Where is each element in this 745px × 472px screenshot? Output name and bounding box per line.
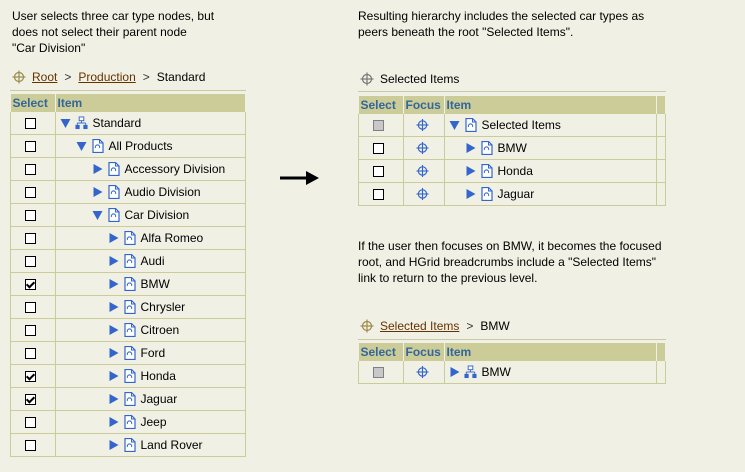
grid-title <box>360 71 459 87</box>
node-label[interactable]: Chrysler <box>140 300 186 314</box>
item-cell <box>55 411 246 434</box>
table-row <box>359 114 666 137</box>
focus-cell <box>403 160 444 183</box>
select-cell <box>11 434 56 457</box>
select-cell <box>11 319 56 342</box>
node-label[interactable]: Accessory Division <box>124 162 226 176</box>
spacer-cell <box>657 114 666 137</box>
node-label[interactable]: Ford <box>140 346 166 360</box>
item-cell <box>444 361 657 384</box>
focus-crosshair-icon[interactable] <box>416 187 429 201</box>
breadcrumb-current: BMW <box>480 319 510 333</box>
node-label[interactable]: Land Rover <box>140 438 203 452</box>
expand-triangle-icon[interactable] <box>107 346 120 360</box>
table-row <box>11 227 246 250</box>
tree-node <box>56 112 246 134</box>
tree-node <box>445 183 657 205</box>
right-top-caption: Resulting hierarchy includes the selected car types as peers beneath the root "Selected Items". <box>358 9 645 39</box>
item-cell <box>444 137 657 160</box>
select-checkbox[interactable] <box>25 210 36 221</box>
select-checkbox[interactable] <box>373 143 384 154</box>
expand-triangle-icon[interactable] <box>107 277 120 291</box>
node-label[interactable]: Jeep <box>140 415 167 429</box>
table-row <box>11 250 246 273</box>
focus-cell <box>403 137 444 160</box>
select-cell <box>11 135 56 158</box>
collapse-triangle-icon[interactable] <box>59 116 72 130</box>
node-label[interactable]: Car Division <box>124 208 190 222</box>
document-icon <box>464 118 477 132</box>
table-row <box>11 296 246 319</box>
divider <box>358 91 666 92</box>
select-checkbox <box>373 367 384 378</box>
tree-node <box>56 296 246 318</box>
expand-triangle-icon[interactable] <box>107 415 120 429</box>
column-header-select[interactable]: Select <box>11 94 56 112</box>
document-icon <box>123 392 136 406</box>
select-checkbox[interactable] <box>25 256 36 267</box>
item-cell <box>55 112 246 135</box>
document-icon <box>123 277 136 291</box>
expand-triangle-icon[interactable] <box>107 369 120 383</box>
tree-node <box>445 160 657 182</box>
node-label[interactable]: Honda <box>497 164 533 178</box>
node-label[interactable]: BMW <box>481 365 511 379</box>
node-label[interactable]: Jaguar <box>497 187 535 201</box>
item-cell <box>55 342 246 365</box>
select-cell <box>11 411 56 434</box>
expand-triangle-icon[interactable] <box>107 254 120 268</box>
node-label[interactable]: BMW <box>140 277 170 291</box>
item-cell <box>55 388 246 411</box>
node-label[interactable]: Alfa Romeo <box>140 231 204 245</box>
item-cell <box>55 204 246 227</box>
select-checkbox[interactable] <box>25 302 36 313</box>
tree-node <box>56 250 246 272</box>
select-cell <box>11 250 56 273</box>
select-cell <box>11 181 56 204</box>
node-label[interactable]: BMW <box>497 141 527 155</box>
table-row <box>11 158 246 181</box>
column-header-item[interactable]: Item <box>444 96 657 114</box>
breadcrumb-separator: > <box>466 319 474 333</box>
select-cell <box>11 273 56 296</box>
item-cell <box>55 158 246 181</box>
document-icon <box>107 162 120 176</box>
document-icon <box>480 164 493 178</box>
node-label[interactable]: Audio Division <box>124 185 201 199</box>
expand-triangle-icon[interactable] <box>464 187 477 201</box>
select-checkbox[interactable] <box>25 141 36 152</box>
select-checkbox[interactable] <box>25 440 36 451</box>
document-icon <box>480 187 493 201</box>
node-label[interactable]: Audi <box>140 254 165 268</box>
select-cell <box>359 160 404 183</box>
select-checkbox[interactable] <box>25 394 36 405</box>
expand-triangle-icon[interactable] <box>107 438 120 452</box>
tree-node <box>56 342 246 364</box>
select-cell <box>11 388 56 411</box>
expand-triangle-icon[interactable] <box>91 162 104 176</box>
spacer-cell <box>657 160 666 183</box>
tree-node <box>445 137 657 159</box>
node-label[interactable]: Citroen <box>140 323 180 337</box>
breadcrumb-link-selected-items[interactable]: Selected Items <box>380 319 460 333</box>
node-label[interactable]: Jaguar <box>140 392 178 406</box>
tree-node <box>56 158 246 180</box>
breadcrumb-separator: > <box>142 70 150 84</box>
focus-crosshair-icon[interactable] <box>12 70 26 84</box>
select-cell <box>11 227 56 250</box>
document-icon <box>123 346 136 360</box>
select-cell <box>11 158 56 181</box>
spacer-cell <box>657 183 666 206</box>
node-label[interactable]: Standard <box>92 116 142 130</box>
spacer-cell <box>657 137 666 160</box>
select-cell <box>359 361 404 384</box>
item-cell <box>55 250 246 273</box>
collapse-triangle-icon[interactable] <box>75 139 88 153</box>
divider <box>358 339 666 340</box>
document-icon <box>123 415 136 429</box>
arrow-right-icon <box>280 170 320 186</box>
column-header-select[interactable]: Select <box>359 96 404 114</box>
item-cell <box>55 273 246 296</box>
breadcrumb-link-root[interactable]: Root <box>32 70 58 84</box>
expand-triangle-icon[interactable] <box>91 185 104 199</box>
document-icon <box>123 369 136 383</box>
select-cell <box>11 112 56 135</box>
column-header-item[interactable]: Item <box>444 343 657 361</box>
item-cell <box>444 114 657 137</box>
tree-node <box>56 434 246 456</box>
expand-triangle-icon[interactable] <box>464 141 477 155</box>
tree-node <box>56 181 246 203</box>
expand-triangle-icon[interactable] <box>107 300 120 314</box>
hierarchy-icon <box>75 116 88 130</box>
left-caption: User selects three car type nodes, but does not select their parent node "Car Division" <box>12 9 215 55</box>
tree-node <box>56 411 246 433</box>
tree-node <box>56 227 246 249</box>
tree-node <box>56 204 246 226</box>
select-cell <box>359 114 404 137</box>
column-header-spacer <box>657 343 666 361</box>
collapse-triangle-icon[interactable] <box>448 118 461 132</box>
column-header-focus[interactable]: Focus <box>403 96 444 114</box>
hgrid-right-top <box>358 96 666 206</box>
hgrid-left <box>10 94 246 457</box>
item-cell <box>444 183 657 206</box>
focus-cell <box>403 361 444 384</box>
focus-crosshair-icon[interactable] <box>360 319 374 333</box>
table-row <box>11 273 246 296</box>
expand-triangle-icon[interactable] <box>107 323 120 337</box>
select-checkbox[interactable] <box>373 189 384 200</box>
hgrid-right-bottom <box>358 343 666 384</box>
column-header-item[interactable]: Item <box>55 94 246 112</box>
focus-crosshair-icon <box>360 72 374 86</box>
select-cell <box>11 204 56 227</box>
focus-cell <box>403 114 444 137</box>
collapse-triangle-icon[interactable] <box>91 208 104 222</box>
select-checkbox[interactable] <box>25 371 36 382</box>
table-row <box>11 204 246 227</box>
item-cell <box>55 319 246 342</box>
select-cell <box>359 183 404 206</box>
document-icon <box>123 254 136 268</box>
document-icon <box>123 231 136 245</box>
table-row <box>11 135 246 158</box>
grid-title-text: Selected Items <box>380 72 460 86</box>
tree-node <box>445 361 657 383</box>
expand-triangle-icon[interactable] <box>448 365 461 379</box>
focus-crosshair-icon[interactable] <box>416 141 429 155</box>
table-row <box>359 361 666 384</box>
spacer-cell <box>657 361 666 384</box>
divider <box>10 90 246 91</box>
focus-crosshair-icon[interactable] <box>416 118 429 132</box>
document-icon <box>107 208 120 222</box>
tree-node <box>56 319 246 341</box>
tree-node <box>56 388 246 410</box>
focus-cell <box>403 183 444 206</box>
select-checkbox <box>373 120 384 131</box>
table-row <box>11 365 246 388</box>
document-icon <box>91 139 104 153</box>
select-checkbox[interactable] <box>25 325 36 336</box>
tree-node <box>56 273 246 295</box>
select-checkbox[interactable] <box>25 348 36 359</box>
breadcrumb <box>12 69 205 85</box>
item-cell <box>55 181 246 204</box>
table-row <box>11 388 246 411</box>
expand-triangle-icon[interactable] <box>464 164 477 178</box>
tree-node <box>56 135 246 157</box>
table-row <box>359 183 666 206</box>
item-cell <box>55 135 246 158</box>
hierarchy-icon <box>464 365 477 379</box>
focus-crosshair-icon[interactable] <box>416 365 429 379</box>
table-row <box>359 160 666 183</box>
table-row <box>359 137 666 160</box>
node-label[interactable]: All Products <box>108 139 173 153</box>
column-header-select[interactable]: Select <box>359 343 404 361</box>
select-checkbox[interactable] <box>25 279 36 290</box>
table-row <box>11 434 246 457</box>
table-row <box>11 319 246 342</box>
column-header-spacer <box>657 96 666 114</box>
select-cell <box>11 365 56 388</box>
select-checkbox[interactable] <box>25 187 36 198</box>
breadcrumb-current: Standard <box>156 70 206 84</box>
table-row <box>11 342 246 365</box>
item-cell <box>55 296 246 319</box>
document-icon <box>123 438 136 452</box>
select-checkbox[interactable] <box>25 417 36 428</box>
breadcrumb <box>360 318 510 334</box>
item-cell <box>444 160 657 183</box>
item-cell <box>55 434 246 457</box>
select-checkbox[interactable] <box>25 118 36 129</box>
select-cell <box>11 342 56 365</box>
document-icon <box>123 323 136 337</box>
document-icon <box>480 141 493 155</box>
tree-node <box>445 114 657 136</box>
column-header-focus[interactable]: Focus <box>403 343 444 361</box>
focus-crosshair-icon[interactable] <box>416 164 429 178</box>
table-row <box>11 112 246 135</box>
breadcrumb-separator: > <box>64 70 72 84</box>
select-cell <box>11 296 56 319</box>
select-cell <box>359 137 404 160</box>
table-row <box>11 411 246 434</box>
document-icon <box>107 185 120 199</box>
expand-triangle-icon[interactable] <box>107 231 120 245</box>
breadcrumb-link-production[interactable]: Production <box>78 70 136 84</box>
document-icon <box>123 300 136 314</box>
right-bottom-caption: If the user then focuses on BMW, it becomes the focused root, and HGrid breadcrumbs include a "Selected Items" link to return to the previous level. <box>358 239 662 285</box>
select-checkbox[interactable] <box>25 233 36 244</box>
item-cell <box>55 227 246 250</box>
select-checkbox[interactable] <box>373 166 384 177</box>
item-cell <box>55 365 246 388</box>
tree-node <box>56 365 246 387</box>
node-label[interactable]: Honda <box>140 369 176 383</box>
table-row <box>11 181 246 204</box>
select-checkbox[interactable] <box>25 164 36 175</box>
node-label[interactable]: Selected Items <box>481 118 561 132</box>
expand-triangle-icon[interactable] <box>107 392 120 406</box>
